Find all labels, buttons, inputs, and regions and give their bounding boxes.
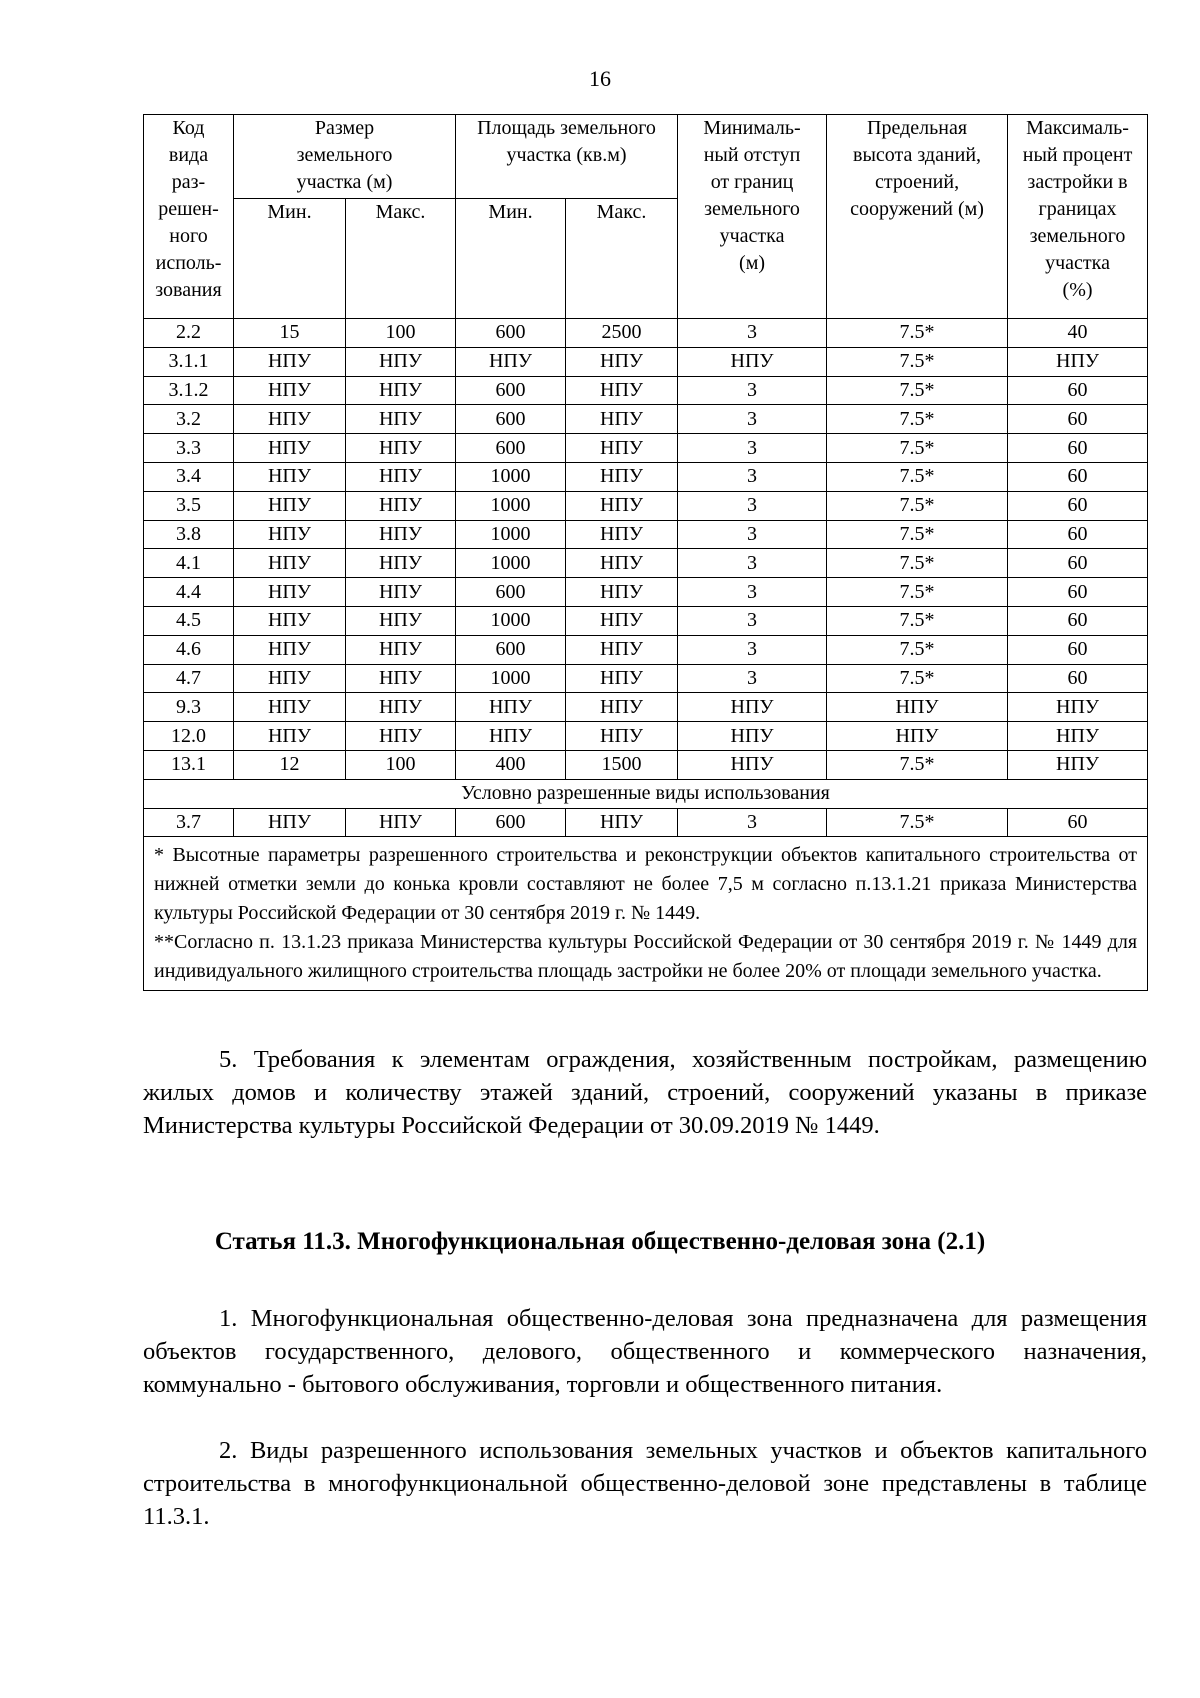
- table-row: [144, 376, 1148, 405]
- table-cell: 60: [1008, 549, 1148, 578]
- table-cell: 3: [678, 635, 827, 664]
- table-cell: 60: [1008, 491, 1148, 520]
- table-cell: НПУ: [234, 347, 346, 376]
- table-cell: 60: [1008, 635, 1148, 664]
- table-cell: НПУ: [1008, 693, 1148, 722]
- table-cell: НПУ: [566, 664, 678, 693]
- table-row: [144, 434, 1148, 463]
- table-cell: 60: [1008, 606, 1148, 635]
- table-cell: 60: [1008, 462, 1148, 491]
- table-body: [144, 319, 1148, 780]
- table-cell: 4.4: [144, 578, 234, 607]
- table-cell: 13.1: [144, 750, 234, 779]
- table-cell: НПУ: [566, 376, 678, 405]
- table-cell: 3.1.2: [144, 376, 234, 405]
- table-cell: 7.5*: [827, 347, 1008, 376]
- table-cell: НПУ: [566, 462, 678, 491]
- table-row: [144, 606, 1148, 635]
- page-number: 16: [589, 66, 611, 91]
- table-cell: 4.1: [144, 549, 234, 578]
- table-cell: 3: [678, 405, 827, 434]
- table-cell: НПУ: [566, 722, 678, 751]
- table-cell: НПУ: [456, 722, 566, 751]
- table-cell: НПУ: [346, 405, 456, 434]
- article-paragraph-2: 2. Виды разрешенного использования земельных участков и объектов капитального строительства в многофункциональной общественно-деловой зоне представлены в таблице 11.3.1.: [143, 1437, 1147, 1530]
- table-cell: 60: [1008, 578, 1148, 607]
- table-cell: 7.5*: [827, 664, 1008, 693]
- header-size-min: Мин.: [234, 199, 346, 319]
- table-cell: 3: [678, 664, 827, 693]
- table-cell: НПУ: [566, 635, 678, 664]
- table-cell: 60: [1008, 808, 1148, 837]
- table-cell: 3: [678, 549, 827, 578]
- table-cell: НПУ: [234, 491, 346, 520]
- table-cell: 3: [678, 376, 827, 405]
- table-cell: 100: [346, 750, 456, 779]
- table-cell: НПУ: [346, 347, 456, 376]
- table-cell: НПУ: [456, 347, 566, 376]
- table-cell: НПУ: [234, 664, 346, 693]
- table-cell: НПУ: [346, 664, 456, 693]
- table-cell: НПУ: [566, 405, 678, 434]
- table-cell: НПУ: [678, 347, 827, 376]
- conditional-section-title: Условно разрешенные виды использования: [144, 779, 1148, 808]
- table-cell: НПУ: [346, 491, 456, 520]
- table-cell: 3: [678, 319, 827, 348]
- table-cell: НПУ: [234, 606, 346, 635]
- table-cell: 400: [456, 750, 566, 779]
- table-cell: 3.3: [144, 434, 234, 463]
- table-cell: НПУ: [234, 722, 346, 751]
- table-cell: НПУ: [566, 549, 678, 578]
- table-cell: НПУ: [234, 549, 346, 578]
- header-area-min: Мин.: [456, 199, 566, 319]
- table-cell: 600: [456, 319, 566, 348]
- table-cell: НПУ: [566, 606, 678, 635]
- table-cell: 600: [456, 376, 566, 405]
- table-cell: НПУ: [346, 635, 456, 664]
- table-cell: 40: [1008, 319, 1148, 348]
- table-row: [144, 722, 1148, 751]
- table-cell: НПУ: [1008, 347, 1148, 376]
- table-row: [144, 347, 1148, 376]
- table-cell: 100: [346, 319, 456, 348]
- table-cell: 3: [678, 808, 827, 837]
- table-cell: НПУ: [346, 693, 456, 722]
- table-cell: НПУ: [234, 578, 346, 607]
- table-cell: 7.5*: [827, 405, 1008, 434]
- table-cell: 3.7: [144, 808, 234, 837]
- table-cell: НПУ: [566, 347, 678, 376]
- table-cell: 7.5*: [827, 462, 1008, 491]
- table-cell: 7.5*: [827, 434, 1008, 463]
- table-row: [144, 405, 1148, 434]
- table-cell: 2500: [566, 319, 678, 348]
- table-cell: 1000: [456, 491, 566, 520]
- header-min-setback: Минималь- ный отступ от границ земельного участка (м): [678, 115, 827, 319]
- table-cell: НПУ: [1008, 722, 1148, 751]
- table-cell: 60: [1008, 520, 1148, 549]
- table-cell: 3: [678, 606, 827, 635]
- header-plot-size: Размер земельного участка (м): [234, 115, 456, 199]
- table-cell: 60: [1008, 405, 1148, 434]
- table-row: [144, 520, 1148, 549]
- table-cell: 3: [678, 434, 827, 463]
- table-cell: 1000: [456, 549, 566, 578]
- article-title: Статья 11.3. Многофункциональная общественно-деловая зона (2.1): [214, 1228, 986, 1255]
- table-cell: НПУ: [346, 549, 456, 578]
- table-cell: 600: [456, 434, 566, 463]
- header-code: Код вида раз- решен- ного исполь- зования: [144, 115, 234, 319]
- footnote-cell: [144, 837, 1148, 991]
- table-cell: 7.5*: [827, 491, 1008, 520]
- table-cell: 3: [678, 520, 827, 549]
- table-cell: НПУ: [234, 376, 346, 405]
- table-cell: НПУ: [346, 434, 456, 463]
- table-cell: 7.5*: [827, 606, 1008, 635]
- table-row: [144, 808, 1148, 837]
- table-cell: 60: [1008, 664, 1148, 693]
- table-cell: 600: [456, 405, 566, 434]
- table-cell: НПУ: [566, 808, 678, 837]
- header-size-max: Макс.: [346, 199, 456, 319]
- table-cell: НПУ: [566, 491, 678, 520]
- table-cell: 2.2: [144, 319, 234, 348]
- table-cell: 12: [234, 750, 346, 779]
- table-row: [144, 578, 1148, 607]
- table-cell: 7.5*: [827, 635, 1008, 664]
- table-cell: 1000: [456, 520, 566, 549]
- table-cell: 60: [1008, 434, 1148, 463]
- header-plot-area: Площадь земельного участка (кв.м): [456, 115, 678, 199]
- table-cell: 600: [456, 578, 566, 607]
- table-cell: НПУ: [234, 462, 346, 491]
- table-cell: 3.5: [144, 491, 234, 520]
- footnote-2: **Согласно п. 13.1.23 приказа Министерства культуры Российской Федерации от 30 сентября 2019 г. № 1449 для индивидуального жилищного строительства площадь застройки не более 20% от площади земельного участка.: [154, 931, 1138, 983]
- paragraph-5: 5. Требования к элементам ограждения, хозяйственным постройкам, размещению жилых домов и количеству этажей зданий, строений, сооружений указаны в приказе Министерства культуры Российской Федерации от 30.09.2019 № 1449.: [143, 1046, 1147, 1139]
- table-cell: НПУ: [346, 722, 456, 751]
- table-cell: НПУ: [234, 405, 346, 434]
- table-cell: НПУ: [456, 693, 566, 722]
- table-cell: 1500: [566, 750, 678, 779]
- table-cell: НПУ: [346, 520, 456, 549]
- table-row: [144, 319, 1148, 348]
- table-cell: 1000: [456, 606, 566, 635]
- table-cell: 3.1.1: [144, 347, 234, 376]
- table-row: [144, 750, 1148, 779]
- table-cell: 3.2: [144, 405, 234, 434]
- table-row: [144, 462, 1148, 491]
- footnote-1: * Высотные параметры разрешенного строительства и реконструкции объектов капитального строительства от нижней отметки земли до конька кровли составляют не более 7,5 м согласно п.13.1.21 приказа Министерства культуры Российской Федерации от 30 сентября 2019 г. № 1449.: [154, 844, 1138, 925]
- table-cell: 12.0: [144, 722, 234, 751]
- header-max-height: Предельная высота зданий, строений, сооружений (м): [827, 115, 1008, 319]
- table-cell: 3: [678, 491, 827, 520]
- header-max-percent: Максималь- ный процент застройки в границах земельного участка (%): [1008, 115, 1148, 319]
- table-cell: НПУ: [346, 578, 456, 607]
- table-row: [144, 549, 1148, 578]
- table-cell: 7.5*: [827, 319, 1008, 348]
- section-row: [144, 779, 1148, 808]
- table-cell: НПУ: [566, 578, 678, 607]
- table-cell: НПУ: [566, 693, 678, 722]
- table-cell: НПУ: [346, 808, 456, 837]
- table-cell: НПУ: [1008, 750, 1148, 779]
- table-cell: НПУ: [678, 722, 827, 751]
- table-cell: НПУ: [346, 606, 456, 635]
- table-cell: 600: [456, 808, 566, 837]
- table-cell: НПУ: [234, 693, 346, 722]
- table-cell: 3: [678, 462, 827, 491]
- table-cell: НПУ: [566, 434, 678, 463]
- table-cell: 7.5*: [827, 808, 1008, 837]
- table-cell: 3.4: [144, 462, 234, 491]
- table-cell: 1000: [456, 462, 566, 491]
- table-cell: 15: [234, 319, 346, 348]
- article-paragraph-1: 1. Многофункциональная общественно-деловая зона предназначена для размещения объектов государственного, делового, общественного и коммерческого назначения, коммунально - бытового обслуживания, торговли и общественного питания.: [143, 1305, 1147, 1398]
- table-cell: 7.5*: [827, 750, 1008, 779]
- table-cell: 7.5*: [827, 578, 1008, 607]
- table-cell: 3: [678, 578, 827, 607]
- table-cell: 1000: [456, 664, 566, 693]
- permitted-use-parameters-table: [143, 114, 1148, 991]
- table-cell: НПУ: [234, 635, 346, 664]
- footnote-row: [144, 837, 1148, 991]
- table-cell: НПУ: [234, 520, 346, 549]
- table-cell: НПУ: [827, 693, 1008, 722]
- table-row: [144, 664, 1148, 693]
- table-row: [144, 491, 1148, 520]
- table-cell: НПУ: [827, 722, 1008, 751]
- table-cell: НПУ: [234, 434, 346, 463]
- table-cell: 4.7: [144, 664, 234, 693]
- table-cell: 7.5*: [827, 376, 1008, 405]
- table-cell: НПУ: [566, 520, 678, 549]
- table-cell: НПУ: [678, 750, 827, 779]
- table-cell: 7.5*: [827, 520, 1008, 549]
- header-area-max: Макс.: [566, 199, 678, 319]
- table-cell: НПУ: [234, 808, 346, 837]
- table-row: [144, 635, 1148, 664]
- table-cell: 60: [1008, 376, 1148, 405]
- table-cell: 9.3: [144, 693, 234, 722]
- table-cell: 4.6: [144, 635, 234, 664]
- table-row: [144, 693, 1148, 722]
- table-cell: НПУ: [346, 376, 456, 405]
- table-cell: 3.8: [144, 520, 234, 549]
- table-cell: 4.5: [144, 606, 234, 635]
- table-cell: НПУ: [678, 693, 827, 722]
- conditional-table-body: [144, 808, 1148, 837]
- table-cell: 7.5*: [827, 549, 1008, 578]
- table-cell: 600: [456, 635, 566, 664]
- table-cell: НПУ: [346, 462, 456, 491]
